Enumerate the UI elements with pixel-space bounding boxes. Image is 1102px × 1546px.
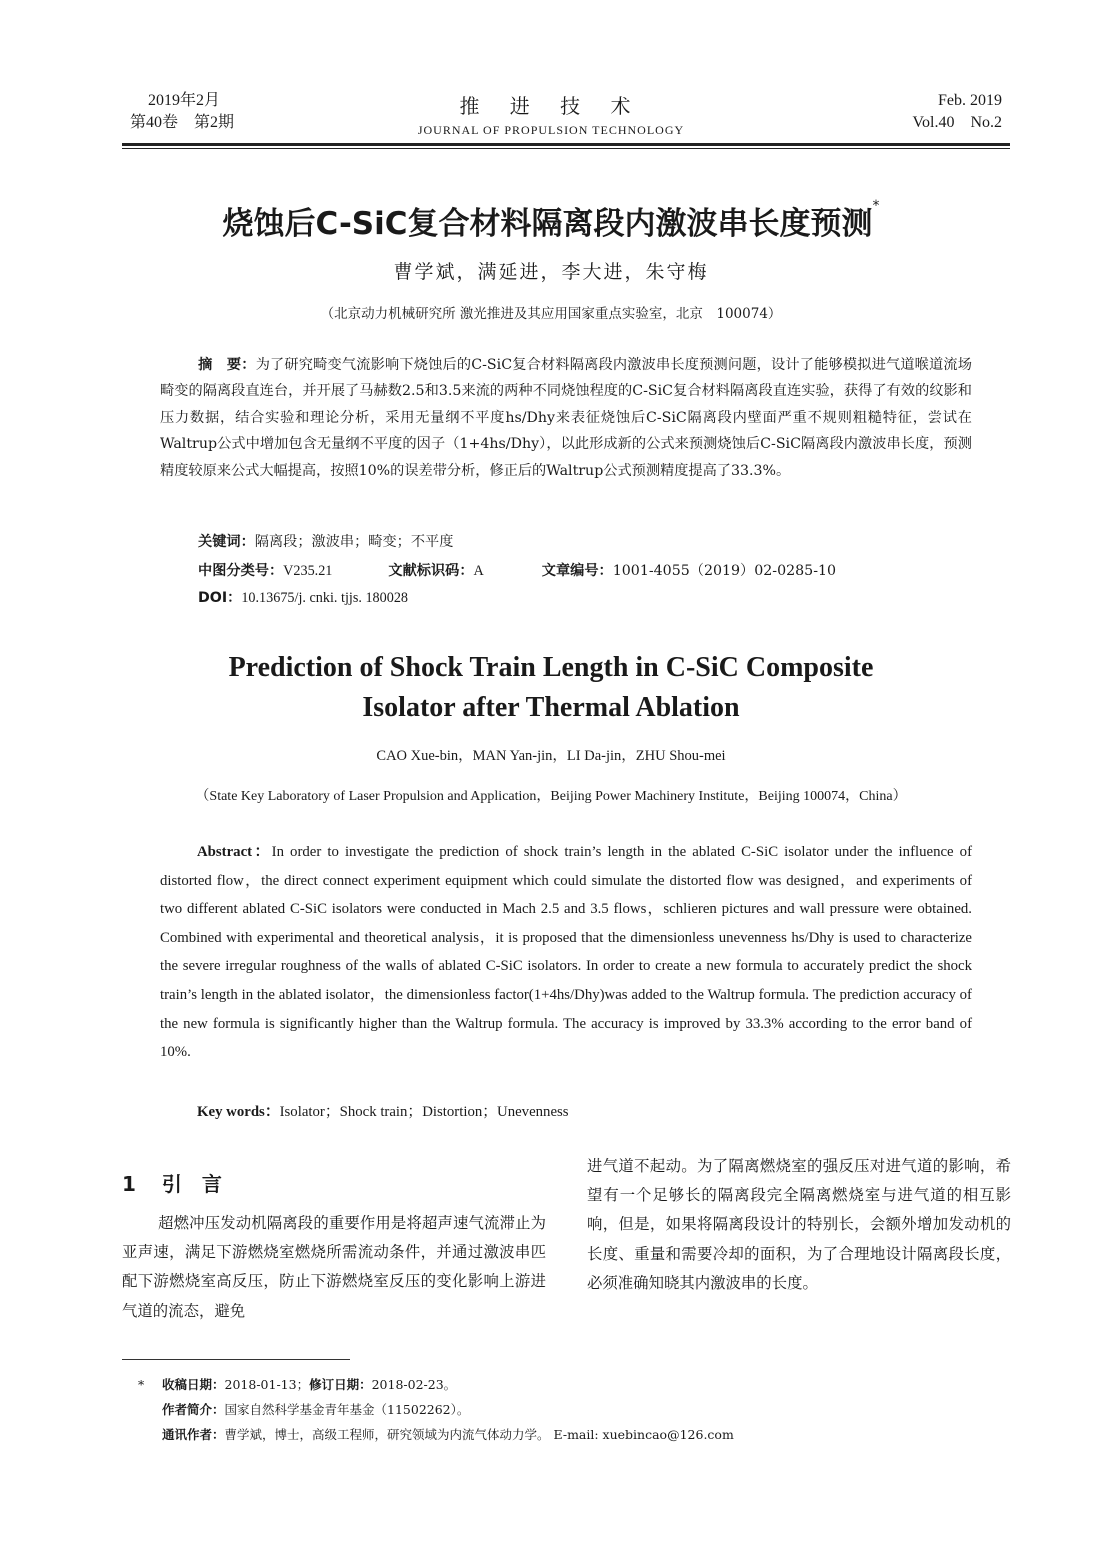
issue-date-en: Feb. 2019 xyxy=(938,92,1002,109)
doc-code-label: 文献标识码： xyxy=(388,563,474,579)
section-number: 1 xyxy=(122,1172,136,1196)
doc-code-value: A xyxy=(473,563,484,579)
doi-line xyxy=(198,588,408,608)
revised-label: 修订日期： xyxy=(309,1377,372,1392)
footnote-dates xyxy=(138,1372,734,1397)
keywords-en xyxy=(197,1100,569,1121)
abstract-en-text: In order to investigate the prediction of shock train’s length in the ablated C-SiC isolator under the influence of distorted flow，the direct connect experiment equipment which could simulate the distorted flow was designed，and experiments of two different ablated C-SiC isolators were conducted in Mach 2.5 and 3.5 flows，schlieren pictures and wall pressure were obtained. Combined with experimental and theoretical analysis，it is proposed that the dimensionless unevenness hs/Dhy is used to characterize the severe irregular roughness of the walls of ablated C-SiC isolators. In order to create a new formula to accurately predict the shock train’s length in the ablated isolator，the dimensionless factor(1+4hs/Dhy)was added to the Waltrup formula. The prediction accuracy of the new formula is significantly higher than the Waltrup formula. The accuracy is improved by 33.3% according to the error band of 10%. xyxy=(160,844,973,1061)
header-rule-thick xyxy=(122,143,1010,146)
abstract-cn-label: 摘 要： xyxy=(198,357,256,373)
body-text-right: 进气道不起动。为了隔离燃烧室的强反压对进气道的影响，希望有一个足够长的隔离段完全隔离燃烧室与进气道的相互影响，但是，如果将隔离段设计的特别长，会额外增加发动机的长度、重量和需要冷却的面积，为了合理地设计隔离段长度，必须准确知晓其内激波串的长度。 xyxy=(587,1157,1011,1292)
title-cn xyxy=(0,198,1102,243)
journal-name-cn: 推 进 技 术 xyxy=(459,94,643,118)
section-title: 引 言 xyxy=(161,1172,222,1196)
corresponding-value: 曹学斌，博士，高级工程师，研究领域为内流气体动力学。 E-mail: xuebincao@126.com xyxy=(224,1427,734,1442)
doi-label: DOI： xyxy=(198,590,242,606)
title-en-line1: Prediction of Shock Train Length in C-SiC Composite xyxy=(228,652,874,683)
journal-name-en: JOURNAL OF PROPULSION TECHNOLOGY xyxy=(417,123,685,137)
body-text-left: 超燃冲压发动机隔离段的重要作用是将超声速气流滞止为亚声速，满足下游燃烧室燃烧所需流动条件，并通过激波串匹配下游燃烧室高反压，防止下游燃烧室反压的变化影响上游进气道的流态，避免 xyxy=(122,1214,546,1320)
corresponding-label: 通讯作者： xyxy=(162,1427,225,1442)
volume-issue: 第40卷 第2期 xyxy=(130,114,235,131)
keywords-cn-label: 关键词： xyxy=(198,534,255,550)
article-id-value: 1001-4055（2019）02-0285-10 xyxy=(612,563,837,579)
title-cn-text: 烧蚀后C-SiC复合材料隔离段内激波串长度预测 xyxy=(222,206,873,242)
keywords-en-text: Isolator；Shock train；Distortion；Unevenness xyxy=(279,1104,569,1120)
footnote-corresponding xyxy=(138,1422,734,1447)
keywords-cn xyxy=(198,532,453,552)
issue-date: 2019年2月 xyxy=(148,92,221,109)
received-value: 2018-01-13； xyxy=(224,1377,310,1392)
received-label: 收稿日期： xyxy=(162,1377,225,1392)
abstract-en xyxy=(160,838,972,1067)
affiliation-cn: （北京动力机械研究所 激光推进及其应用国家重点实验室，北京 100074） xyxy=(320,306,782,322)
footnote-rule xyxy=(122,1359,350,1360)
keywords-cn-text: 隔离段；激波串；畸变；不平度 xyxy=(254,534,454,550)
keywords-en-label: Key words： xyxy=(197,1104,280,1120)
fund-label: 作者简介： xyxy=(162,1402,225,1417)
abstract-en-label: Abstract： xyxy=(197,844,272,860)
body-column-left xyxy=(122,1209,546,1326)
section-heading xyxy=(122,1168,222,1197)
title-footnote-mark: * xyxy=(872,198,880,214)
header-rule-thin xyxy=(122,148,1010,149)
abstract-cn xyxy=(160,352,972,484)
authors-cn: 曹学斌，满延进，李大进，朱守梅 xyxy=(393,261,709,283)
fund-value: 国家自然科学基金青年基金（11502262）。 xyxy=(224,1402,470,1417)
doi-value: 10.13675/j. cnki. tjjs. 180028 xyxy=(241,590,409,606)
title-en xyxy=(0,648,1102,728)
clc-label: 中图分类号： xyxy=(198,563,284,579)
authors-en: CAO Xue-bin，MAN Yan-jin，LI Da-jin，ZHU Shou-mei xyxy=(376,748,726,764)
affiliation-en: （State Key Laboratory of Laser Propulsion and Application，Beijing Power Machinery Institute，Beijing 100074，China） xyxy=(195,789,907,804)
footnotes xyxy=(138,1372,734,1447)
clc-value: V235.21 xyxy=(283,563,333,579)
revised-value: 2018-02-23。 xyxy=(371,1377,457,1392)
volume-issue-en: Vol.40 No.2 xyxy=(912,114,1002,131)
abstract-cn-text: 为了研究畸变气流影响下烧蚀后的C-SiC复合材料隔离段内激波串长度预测问题，设计了能够模拟进气道喉道流场畸变的隔离段直连台，并开展了马赫数2.5和3.5来流的两种不同烧蚀程度的C-SiC复合材料隔离段直连实验，获得了有效的纹影和压力数据，结合实验和理论分析，采用无量纲不平度hs/Dhy来表征烧蚀后C-SiC隔离段内壁面严重不规则粗糙特征，尝试在Waltrup公式中增加包含无量纲不平度的因子（1+4hs/Dhy），以此形成新的公式来预测烧蚀后C-SiC隔离段内激波串长度，预测精度较原来公式大幅提高，按照10%的误差带分析，修正后的Waltrup公式预测精度提高了33.3%。 xyxy=(160,357,972,479)
body-column-right xyxy=(587,1152,1011,1298)
footnote-star: * xyxy=(138,1377,145,1392)
title-en-line2: Isolator after Thermal Ablation xyxy=(362,692,740,723)
article-id-label: 文章编号： xyxy=(541,563,613,579)
footnote-fund xyxy=(138,1397,734,1422)
journal-date-issue-en xyxy=(913,90,1003,134)
classification-line xyxy=(198,561,836,581)
